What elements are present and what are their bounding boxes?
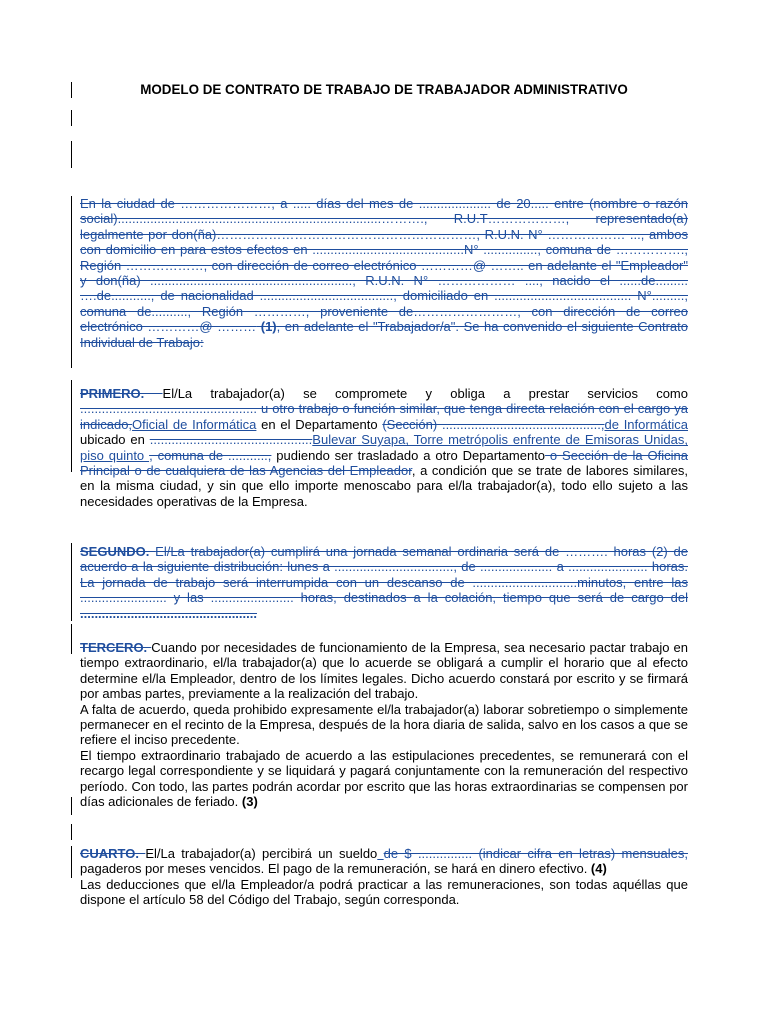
change-bar bbox=[71, 797, 72, 815]
deleted-text: (Sección) ............................................, bbox=[382, 416, 605, 432]
clause-paragraph: Las deducciones que el/la Empleador/a podrá practicar a las remuneraciones, son todas aquéllas que dispone el artículo 58 del Código del Trabajo, según corresponda. bbox=[80, 876, 688, 908]
footnote-ref: (3) bbox=[238, 794, 258, 810]
change-bar bbox=[71, 624, 72, 640]
clause-paragraph: El tiempo extraordinario trabajado de acuerdo a las estipulaciones precedentes, se remunerará con el recargo legal correspondiente y se liquidará y pagará conjuntamente con la remuneración del respectivo período. Con todo, las partes podrán acordar por escrito que las horas extraordinarias se compensen por días adicionales de feriado. bbox=[80, 747, 688, 810]
clause-text: en el Departamento bbox=[256, 416, 383, 432]
inserted-text: de Informática bbox=[604, 416, 688, 432]
change-bar bbox=[71, 141, 72, 168]
clause-segundo bbox=[80, 544, 688, 621]
change-bar bbox=[71, 380, 72, 472]
clause-text: , a condición que se trate de labores similares, en la misma ciudad, y sin que ello importe menoscabo para el/la trabajador(a), todo ello sujeto a las necesidades operativas de la Empresa. bbox=[80, 463, 689, 509]
change-bar bbox=[71, 543, 72, 621]
clause-heading: SEGUNDO. bbox=[80, 544, 156, 559]
deleted-text: de $ ............... (indicar cifra en letras) mensuales, bbox=[383, 846, 688, 861]
deleted-text: , comuna de ..........., bbox=[149, 447, 272, 463]
clause-text: El/La trabajador(a) se compromete y obliga a prestar servicios como bbox=[162, 386, 688, 401]
clause-heading: TERCERO. bbox=[80, 640, 152, 655]
change-bar bbox=[71, 846, 72, 878]
inserted-text: Oficial de Informática bbox=[132, 416, 257, 432]
deleted-text: ................................................. u otro trabajo o función similar, que tenga directa relación con el cargo ya indicado, bbox=[80, 401, 688, 432]
clause-tercero bbox=[80, 640, 688, 809]
clause-text: Cuando por necesidades de funcionamiento de la Empresa, sea necesario pactar trabajo en tiempo extraordinario, el/la trabajador(a) que lo acuerde se obligará a cumplir el horario que al efecto determine el/la Empleador, dentro de los límites legales. Dicho acuerdo constará por escrito y se firmará por ambas partes, previamente a la realización del trabajo. bbox=[80, 640, 688, 702]
clause-primero bbox=[80, 386, 688, 509]
clause-paragraph: A falta de acuerdo, queda prohibido expresamente el/la trabajador(a) laborar sobretiempo o simplemente permanecer en el recinto de la Empresa, después de la hora diaria de salida, salvo en los casos a que se refiere el inciso precedente. bbox=[80, 701, 688, 748]
footnote-ref: (1) bbox=[256, 319, 277, 335]
deleted-text: ............................................. bbox=[149, 432, 313, 448]
deleted-text: ................................................. bbox=[80, 605, 257, 621]
document-title: MODELO DE CONTRATO DE TRABAJO DE TRABAJADOR ADMINISTRATIVO bbox=[140, 82, 628, 97]
clause-text: El/La trabajador(a) percibirá un sueldo bbox=[145, 846, 378, 861]
change-bar bbox=[71, 824, 72, 840]
change-bar bbox=[71, 82, 72, 98]
change-bar bbox=[71, 196, 72, 368]
clause-heading: CUARTO. bbox=[80, 846, 146, 861]
intro-text: En la ciudad de …………………, a ..... días del mes de .................... de 20..... entre (nombre o razón social).........................................................................………., R.U.T………………, representado(a) legalmente por don(ña)……………………………………………………, R.U.N. N° ……………… ..., ambos con domicilio en para estos efectos en ..........................................N° ..............., comuna de ……………., Región ………………, con dirección de correo electrónico …………@ …….. en adelante el "Empleador" y don(ña) ........................................................, R.U.N. N° ……………… ...., nacido el ......de......... ….de..........., de nacionalidad ....................................., domiciliado en ...................................... N°........., comuna de.........., Región …………, proveniente de……………………, con dirección de correo electrónico …………@ ……… bbox=[80, 196, 688, 335]
clause-text: ubicado en bbox=[80, 432, 150, 448]
clause-text: pagaderos por meses vencidos. El pago de la remuneración, se hará en dinero efectivo. bbox=[80, 861, 591, 877]
change-bar bbox=[71, 110, 72, 126]
deleted-text: o Sección de la Oficina Principal o de cualquiera de las Agencias del Empleador bbox=[80, 447, 689, 479]
intro-text-end: , en adelante el "Trabajador/a". Se ha convenido el siguiente Contrato Individual de Trabajo: bbox=[80, 319, 689, 350]
footnote-ref: (4) bbox=[590, 861, 607, 877]
change-bar bbox=[71, 640, 72, 654]
deleted-text: El/La trabajador(a) cumplirá una jornada semanal ordinaria será de ………. horas (2) de acuerdo a la siguiente distribución: lunes a ................................., de .................... a ...................... horas. La jornada de trabajo será interrumpida con un descanso de .............................minutos, entre las ........................ y las ....................... horas, destinados a la colación, tiempo que será de cargo del bbox=[80, 544, 688, 606]
inserted-text: Bulevar Suyapa, Torre metrópolis enfrente de Emisoras Unidas, piso quinto bbox=[80, 432, 688, 463]
clause-text: pudiendo ser trasladado a otro Departamento bbox=[271, 447, 546, 463]
clause-cuarto bbox=[80, 846, 688, 908]
clause-heading: PRIMERO. bbox=[80, 386, 163, 401]
intro-paragraph bbox=[80, 196, 688, 350]
